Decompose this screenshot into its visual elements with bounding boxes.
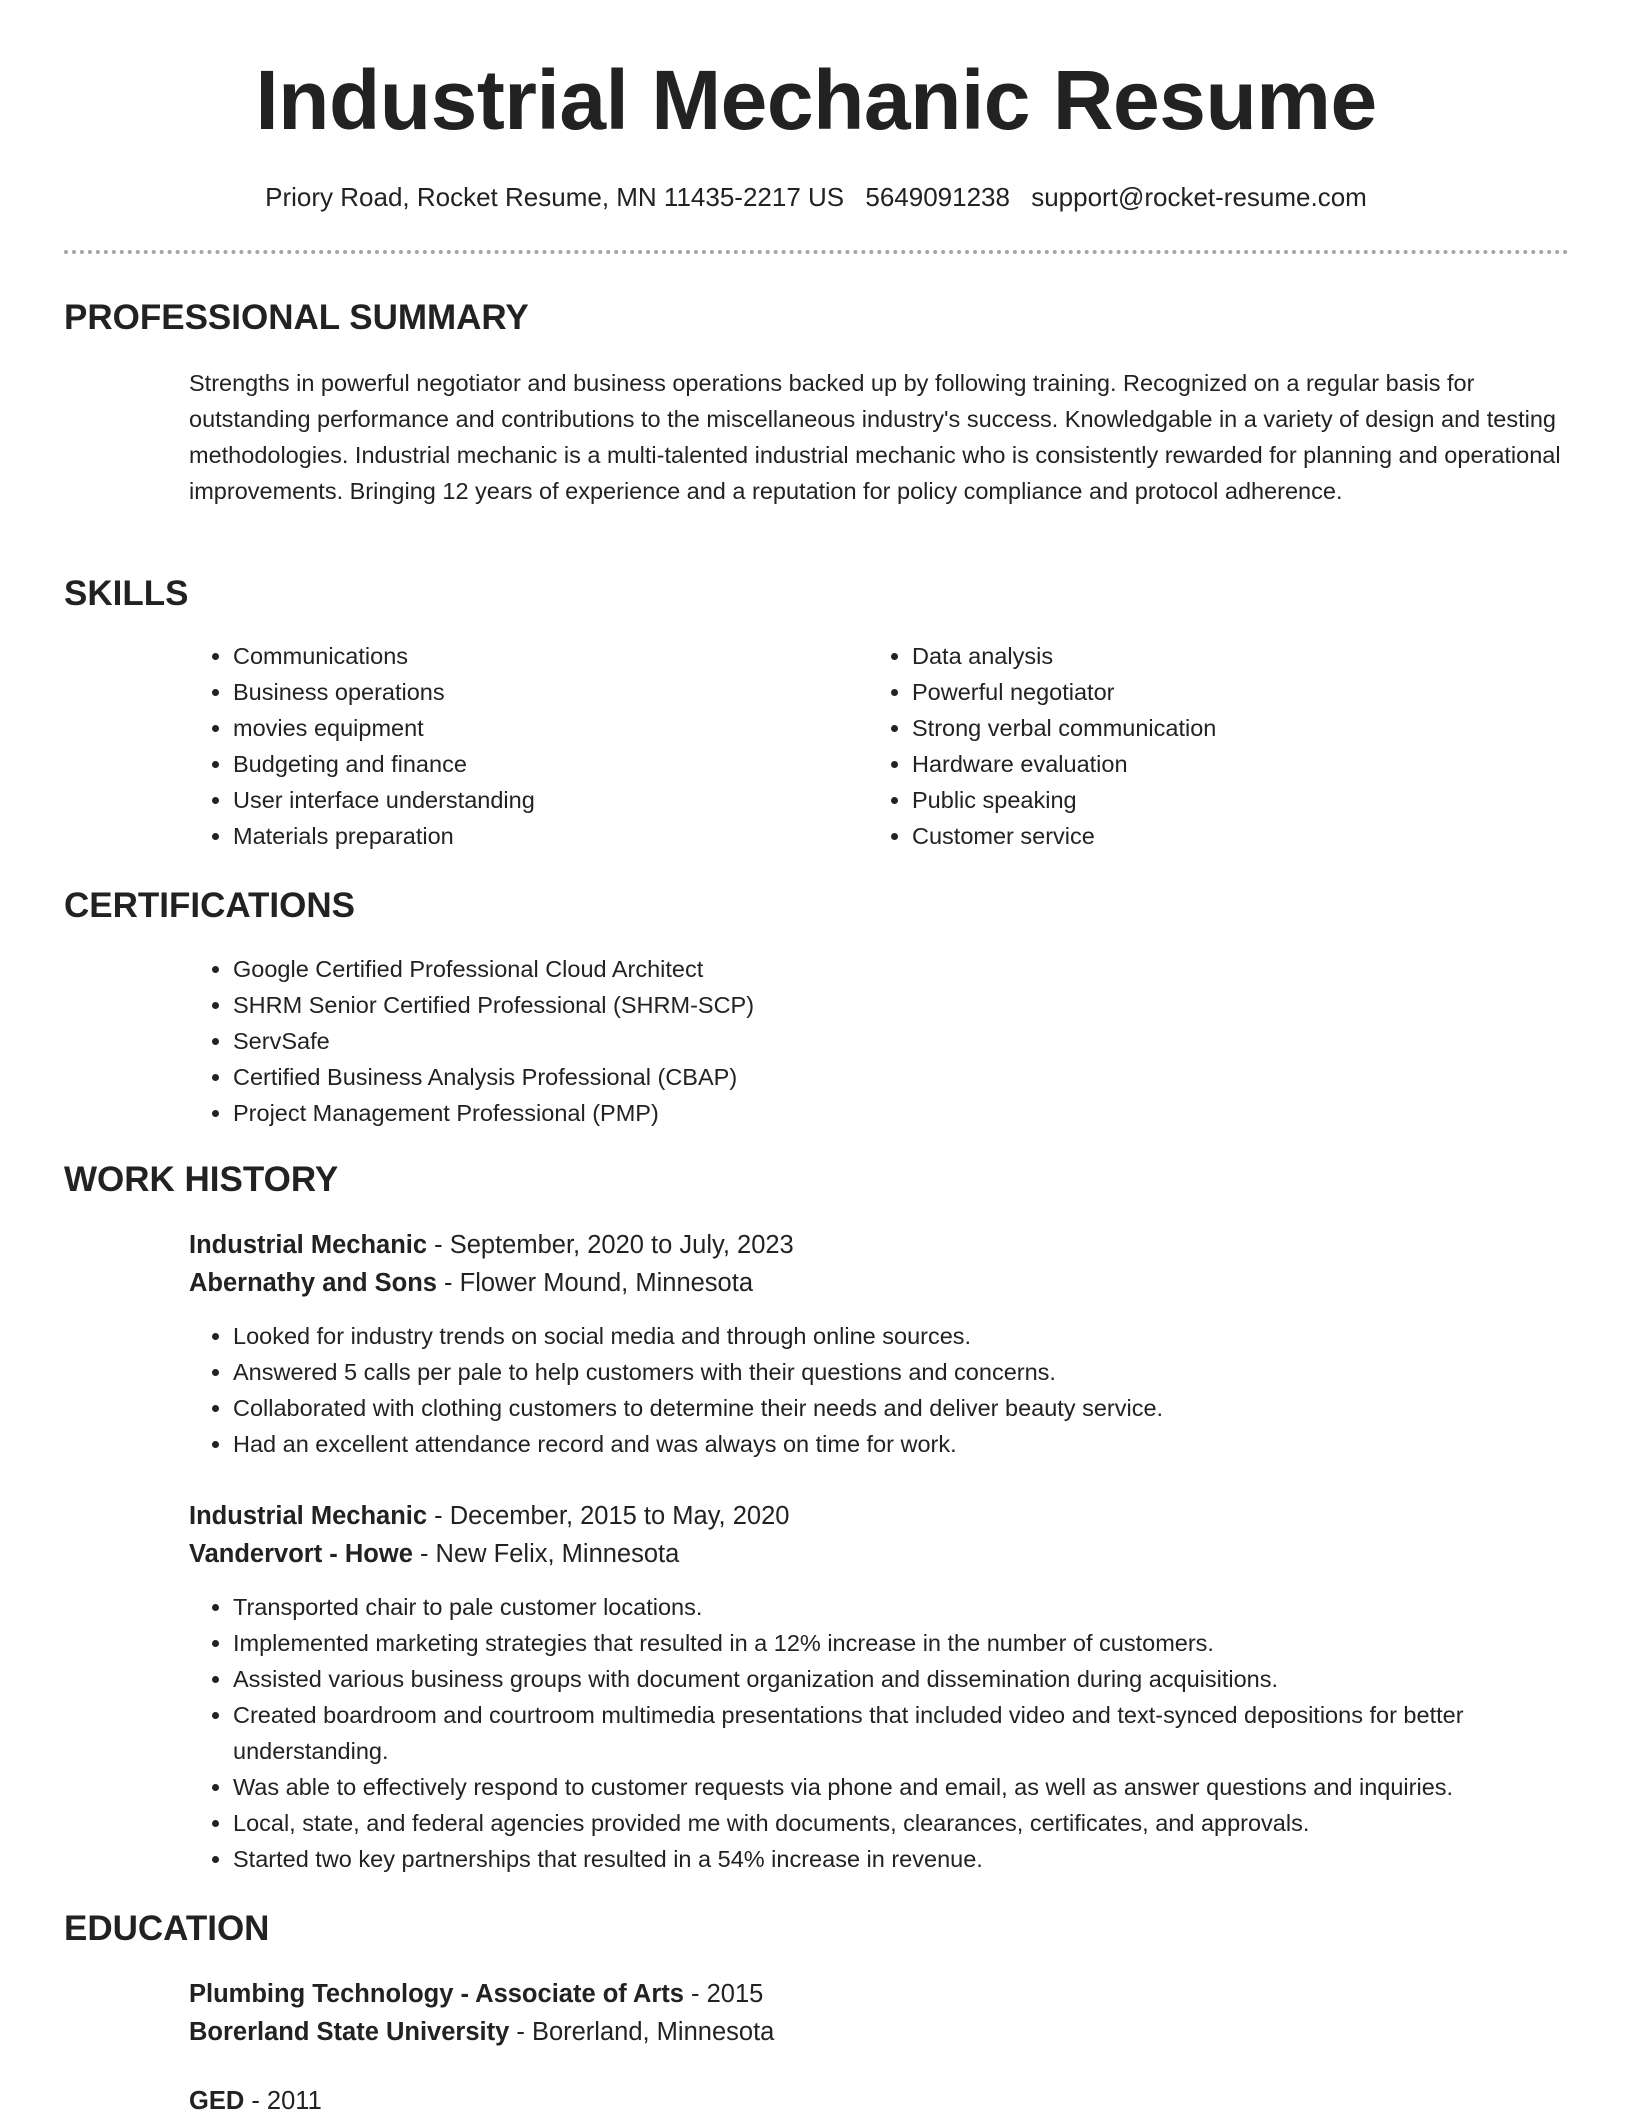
summary-text: Strengths in powerful negotiator and business operations backed up by following training. Recognized on a regular basis for outstanding performance and contributions to the miscellaneous industry's success. Knowledgable in a variety of design and testing methodologies. Industrial mechanic is a multi-talented industrial mechanic who is consistently rewarded for planning and operational improvements. Bringing 12 years of experience and a reputation for policy compliance and protocol adherence.: [189, 370, 1561, 504]
job-title-line: [189, 1497, 1570, 1535]
job-bullet: • Started two key partnerships that resulted in a 54% increase in revenue.: [233, 1841, 1570, 1877]
job-bullet: • Was able to effectively respond to customer requests via phone and email, as well as answer questions and inquiries.: [233, 1769, 1570, 1805]
skill-item: • Business operations: [233, 674, 789, 710]
job-title: Industrial Mechanic: [189, 1231, 428, 1259]
job-entry: [189, 1497, 1570, 1573]
certification-item: • Project Management Professional (PMP): [233, 1095, 1570, 1131]
skills-left-column: [189, 638, 789, 854]
contact-line: [0, 182, 1632, 213]
job-bullets: [189, 1589, 1570, 1877]
skill-item: • movies equipment: [233, 710, 789, 746]
certification-item: • Certified Business Analysis Professional (CBAP): [233, 1059, 1570, 1095]
job-company-line: [189, 1264, 1570, 1302]
education-location: - Borerland, Minnesota: [509, 2018, 775, 2046]
job-title: Industrial Mechanic: [189, 1502, 428, 1530]
education-degree: Plumbing Technology - Associate of Arts: [189, 1980, 684, 2008]
job-company-line: [189, 1535, 1570, 1573]
summary-block: [189, 365, 1570, 509]
job-bullet: • Looked for industry trends on social media and through online sources.: [233, 1318, 1570, 1354]
certification-item: • ServSafe: [233, 1023, 1570, 1059]
job-title-line: [189, 1226, 1570, 1264]
skill-item: • Materials preparation: [233, 818, 789, 854]
job-bullet: • Had an excellent attendance record and was always on time for work.: [233, 1426, 1570, 1462]
contact-email: support@rocket-resume.com: [1031, 182, 1367, 212]
skill-item: • Budgeting and finance: [233, 746, 789, 782]
job-entry: [189, 1226, 1570, 1302]
education-entry: [189, 2082, 1570, 2120]
job-bullets: [189, 1318, 1570, 1462]
contact-address: Priory Road, Rocket Resume, MN 11435-2217 US: [265, 182, 845, 212]
job-bullet: • Created boardroom and courtroom multimedia presentations that included video and text-synced depositions for better understanding.: [233, 1697, 1570, 1769]
skill-item: • Data analysis: [912, 638, 1468, 674]
job-location: - Flower Mound, Minnesota: [436, 1269, 754, 1297]
resume-title: Industrial Mechanic Resume: [255, 53, 1377, 147]
education-degree-line: [189, 1975, 1570, 2013]
certifications-heading: CERTIFICATIONS: [64, 886, 356, 925]
education-year: - 2011: [244, 2087, 322, 2115]
job-bullet: • Assisted various business groups with document organization and dissemination during acquisitions.: [233, 1661, 1570, 1697]
skills-right-column: [868, 638, 1468, 854]
job-dates: - December, 2015 to May, 2020: [427, 1502, 790, 1530]
job-bullet: • Answered 5 calls per pale to help customers with their questions and concerns.: [233, 1354, 1570, 1390]
job-dates: - September, 2020 to July, 2023: [427, 1231, 794, 1259]
job-company: Abernathy and Sons: [189, 1269, 437, 1297]
education-school: Borerland State University: [189, 2018, 510, 2046]
education-degree: GED: [189, 2087, 245, 2115]
work-history-heading: WORK HISTORY: [64, 1160, 339, 1199]
skill-item: • Public speaking: [912, 782, 1468, 818]
skill-item: • Strong verbal communication: [912, 710, 1468, 746]
education-year: - 2015: [683, 1980, 764, 2008]
contact-phone: 5649091238: [865, 182, 1010, 212]
job-bullet: • Collaborated with clothing customers to determine their needs and deliver beauty service.: [233, 1390, 1570, 1426]
education-entry: [189, 1975, 1570, 2051]
skill-item: • Hardware evaluation: [912, 746, 1468, 782]
skill-item: • User interface understanding: [233, 782, 789, 818]
job-location: - New Felix, Minnesota: [412, 1540, 680, 1568]
skill-item: • Communications: [233, 638, 789, 674]
education-school-line: [189, 2013, 1570, 2051]
skill-item: • Customer service: [912, 818, 1468, 854]
certification-item: • SHRM Senior Certified Professional (SHRM-SCP): [233, 987, 1570, 1023]
education-heading: EDUCATION: [64, 1909, 270, 1948]
job-company: Vandervort - Howe: [189, 1540, 413, 1568]
certifications-block: [189, 951, 1570, 1131]
summary-heading: PROFESSIONAL SUMMARY: [64, 298, 529, 337]
job-bullet: • Transported chair to pale customer locations.: [233, 1589, 1570, 1625]
job-bullet: • Implemented marketing strategies that resulted in a 12% increase in the number of customers.: [233, 1625, 1570, 1661]
skills-heading: SKILLS: [64, 574, 189, 613]
skill-item: • Powerful negotiator: [912, 674, 1468, 710]
certification-item: • Google Certified Professional Cloud Architect: [233, 951, 1570, 987]
education-degree-line: [189, 2082, 1570, 2120]
job-bullet: • Local, state, and federal agencies provided me with documents, clearances, certificates, and approvals.: [233, 1805, 1570, 1841]
header-divider: [64, 250, 1569, 254]
